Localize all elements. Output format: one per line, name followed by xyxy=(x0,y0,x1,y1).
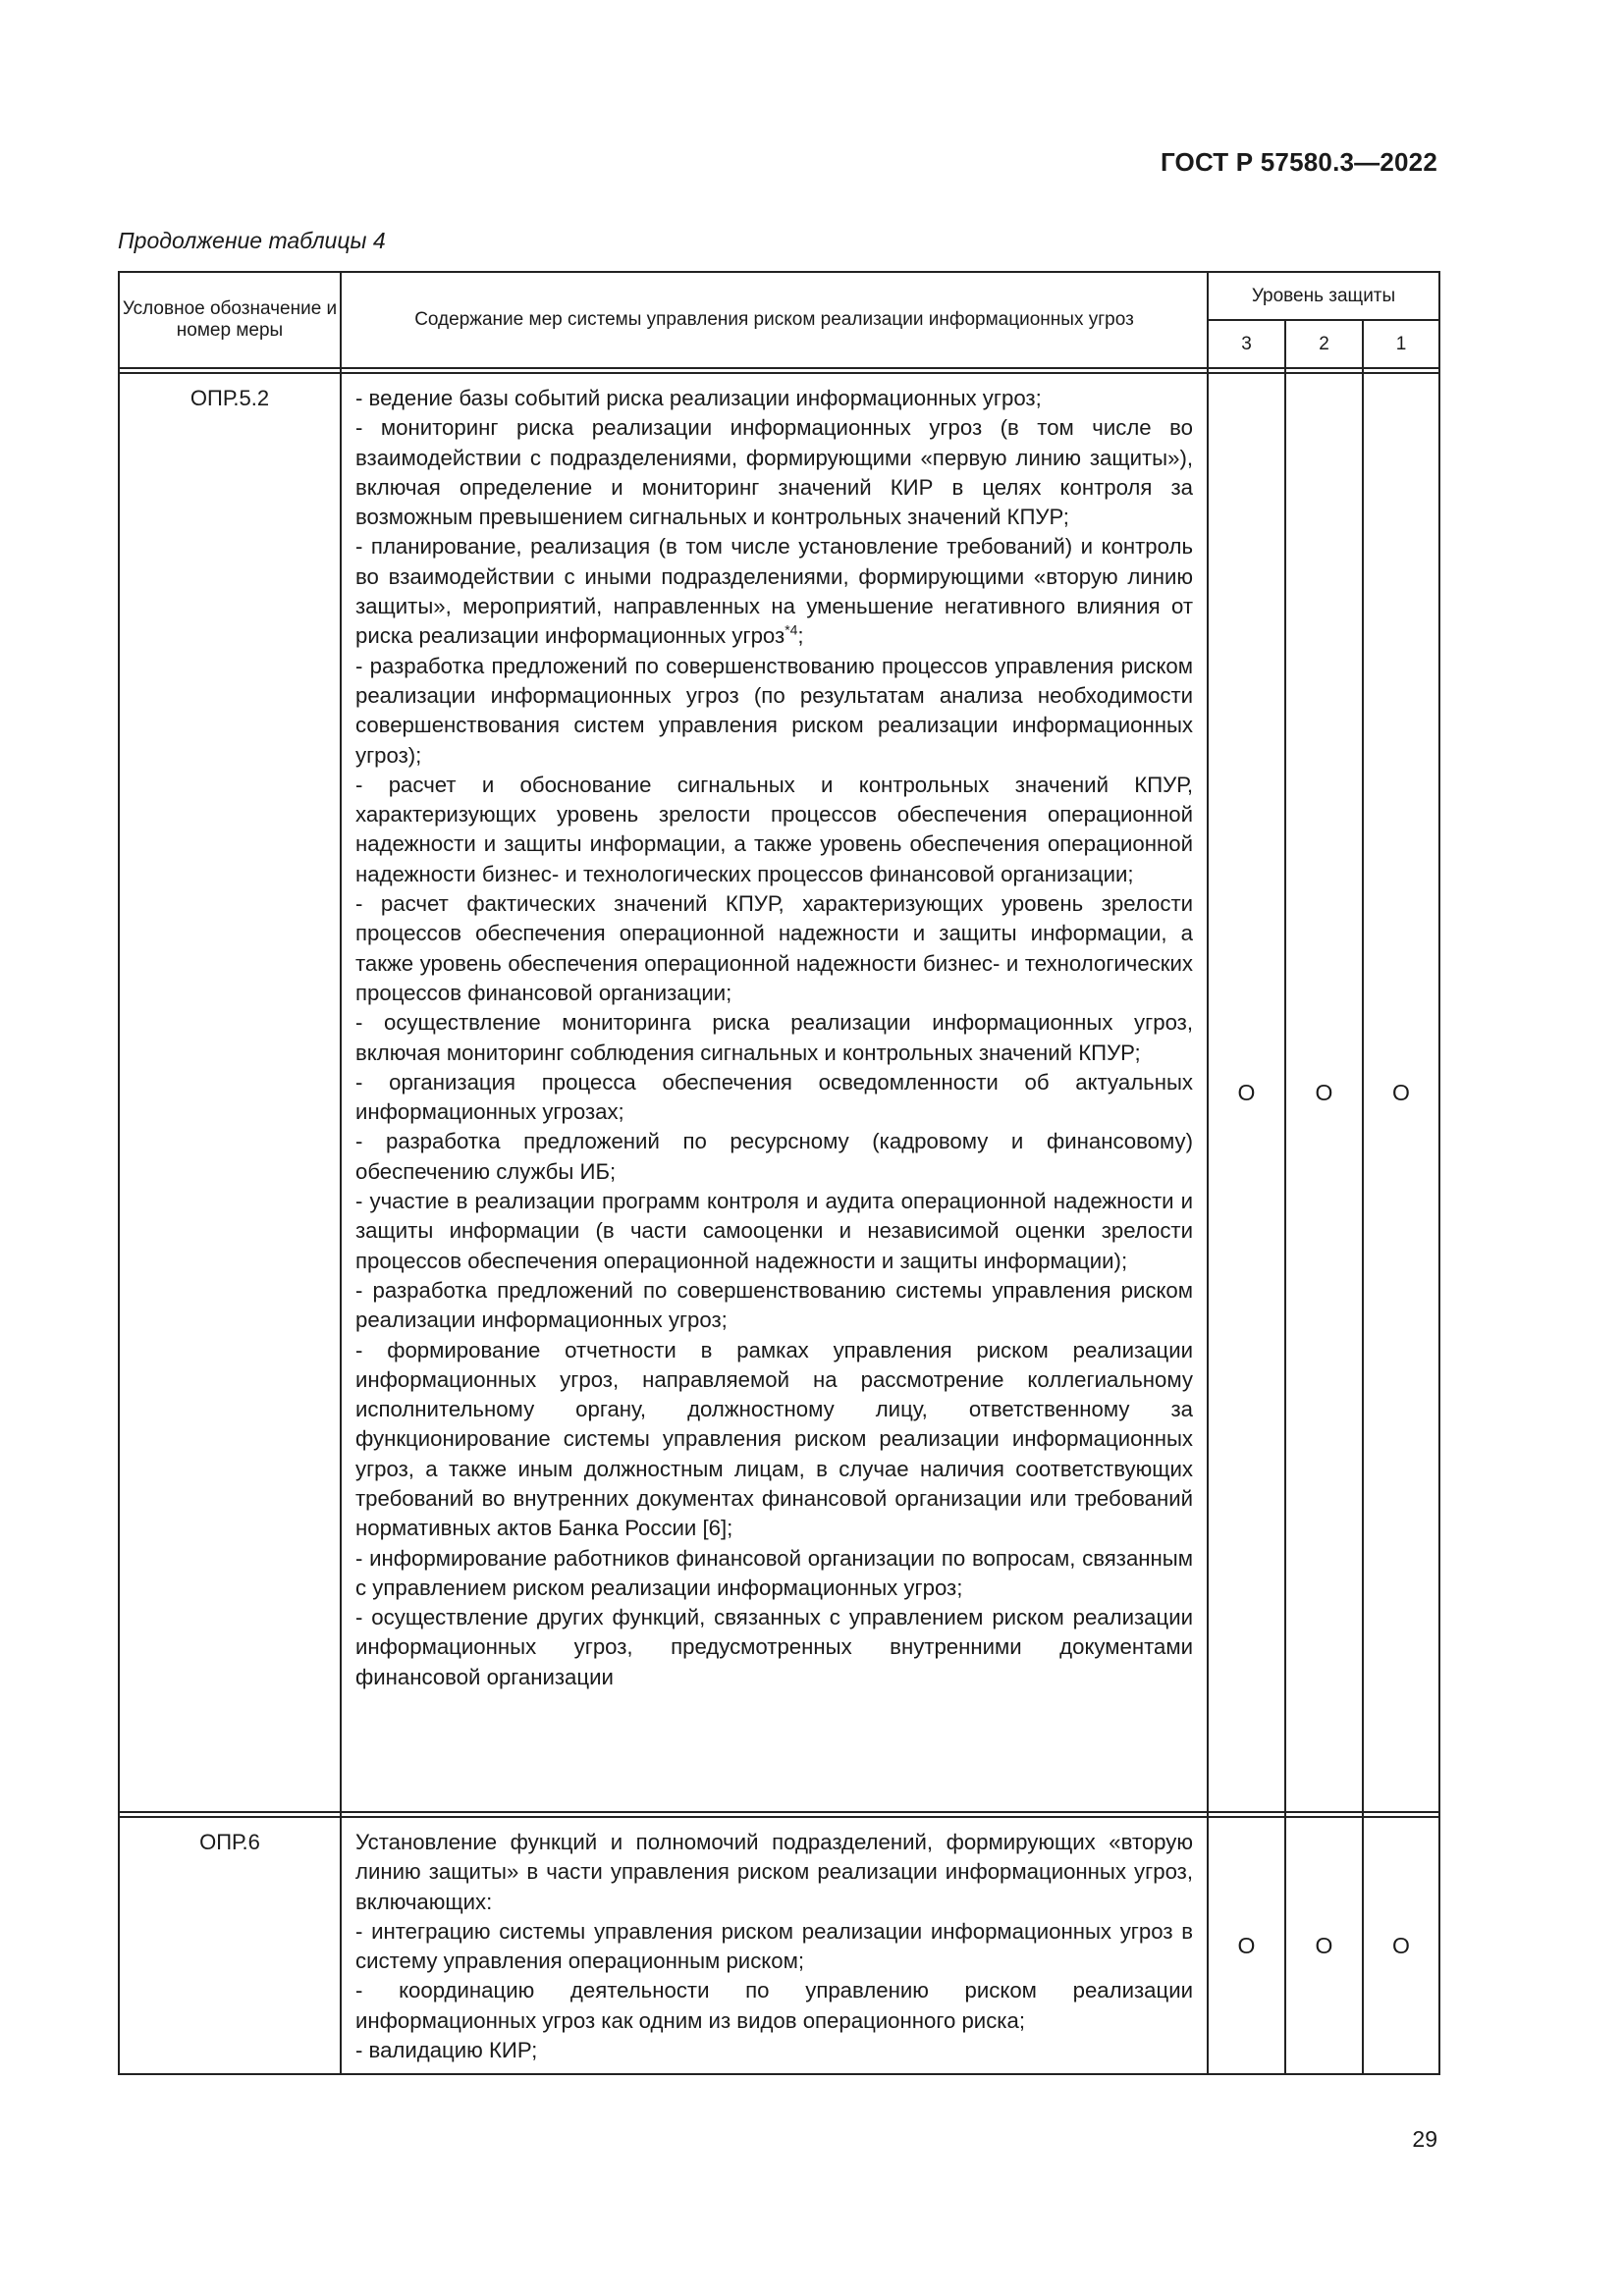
list-item: - ведение базы событий риска реализации информационных угроз; xyxy=(355,386,1042,410)
footnote-marker: *4 xyxy=(785,621,798,638)
measure-content xyxy=(341,1817,1208,2074)
document-code: ГОСТ Р 57580.3—2022 xyxy=(1160,147,1437,177)
column-header-content: Содержание мер системы управления риском реализации информационных угроз xyxy=(341,272,1208,368)
level-2-value: О xyxy=(1285,1817,1363,2074)
list-item: - формирование отчетности в рамках управления риском реализации информационных угроз, направляемой на рассмотрение коллегиальному исполнительному органу, должностному лицу, ответственному за функционирование системы управления риском реализации информационных угроз, а также иным должностным лицам, в случае наличия соответствующих требований во внутренних документах финансовой организации или требований нормативных актов Банка России [6]; xyxy=(355,1337,1193,1541)
measures-table xyxy=(118,271,1440,2075)
list-item: - разработка предложений по совершенствованию процессов управления риском реализации информационных угроз (по результатам анализа необходимости совершенствования систем управления риском реализации информационных угроз); xyxy=(355,653,1193,768)
list-item: - интеграцию системы управления риском реализации информационных угроз в систему управления операционным риском; xyxy=(355,1918,1193,1974)
table-row xyxy=(119,1817,1439,2074)
list-item: - информирование работников финансовой организации по вопросам, связанным с управлением риском реализации информационных угроз; xyxy=(355,1545,1193,1600)
list-item: - мониторинг риска реализации информационных угроз (в том числе во взаимодействии с подразделениями, формирующими «первую линию защиты»), включая определение и мониторинг значений КИР в целях контроля за возможным превышением сигнальных и контрольных значений КПУР; xyxy=(355,415,1193,530)
list-item-text: - планирование, реализация (в том числе установление требований) и контроль во взаимодействии с иными подразделениями, формирующими «вторую линию защиты», мероприятий, направленных на уменьшение негативного влияния от риска реализации информационных угроз xyxy=(355,534,1193,649)
level-1-value: О xyxy=(1363,373,1439,1812)
measure-code: ОПР.6 xyxy=(119,1817,341,2074)
list-item: - расчет и обоснование сигнальных и контрольных значений КПУР, характеризующих уровень зрелости процессов обеспечения операционной надежности и защиты информации, а также уровень обеспечения операционной надежности бизнес- и технологических процессов финансовой организации; xyxy=(355,772,1193,886)
list-item: - валидацию КИР; xyxy=(355,2038,538,2063)
list-item: - координацию деятельности по управлению риском реализации информационных угроз как одним из видов операционного риска; xyxy=(355,1978,1193,2033)
column-header-code: Условное обозначение и номер меры xyxy=(119,272,341,368)
list-item: - разработка предложений по совершенствованию системы управления риском реализации информационных угроз; xyxy=(355,1277,1193,1333)
list-item-punctuation: ; xyxy=(797,623,804,649)
level-1-value: О xyxy=(1363,1817,1439,2074)
measure-content xyxy=(341,373,1208,1812)
list-item: - организация процесса обеспечения осведомленности об актуальных информационных угрозах; xyxy=(355,1069,1193,1125)
list-item: - осуществление других функций, связанных с управлением риском реализации информационных угроз, предусмотренных внутренними документами финансовой организации xyxy=(355,1605,1193,1689)
table-caption: Продолжение таблицы 4 xyxy=(118,228,386,253)
table-row xyxy=(119,373,1439,1812)
page-number: 29 xyxy=(1412,2126,1437,2152)
list-item: - осуществление мониторинга риска реализации информационных угроз, включая мониторинг соблюдения сигнальных и контрольных значений КПУР; xyxy=(355,1010,1193,1065)
level-2-value: О xyxy=(1285,373,1363,1812)
level-3-value: О xyxy=(1208,373,1285,1812)
level-3-value: О xyxy=(1208,1817,1285,2074)
list-item: - участие в реализации программ контроля и аудита операционной надежности и защиты информации (в части самооценки и независимой оценки зрелости процессов обеспечения операционной надежности и защиты информации); xyxy=(355,1189,1193,1273)
measure-code: ОПР.5.2 xyxy=(119,373,341,1812)
list-item: Установление функций и полномочий подразделений, формирующих «вторую линию защиты» в части управления риском реализации информационных угроз, включающих: xyxy=(355,1830,1193,1914)
column-header-level-1: 1 xyxy=(1363,320,1439,368)
list-item: - разработка предложений по ресурсному (кадровому и финансовому) обеспечению службы ИБ; xyxy=(355,1129,1193,1184)
list-item: - расчет фактических значений КПУР, характеризующих уровень зрелости процессов обеспечения операционной надежности и защиты информации, а также уровень обеспечения операционной надежности бизнес- и технологических процессов финансовой организации; xyxy=(355,891,1193,1005)
column-header-level-3: 3 xyxy=(1208,320,1285,368)
list-item xyxy=(355,532,1193,651)
column-header-protection-level: Уровень защиты xyxy=(1208,272,1439,320)
column-header-level-2: 2 xyxy=(1285,320,1363,368)
